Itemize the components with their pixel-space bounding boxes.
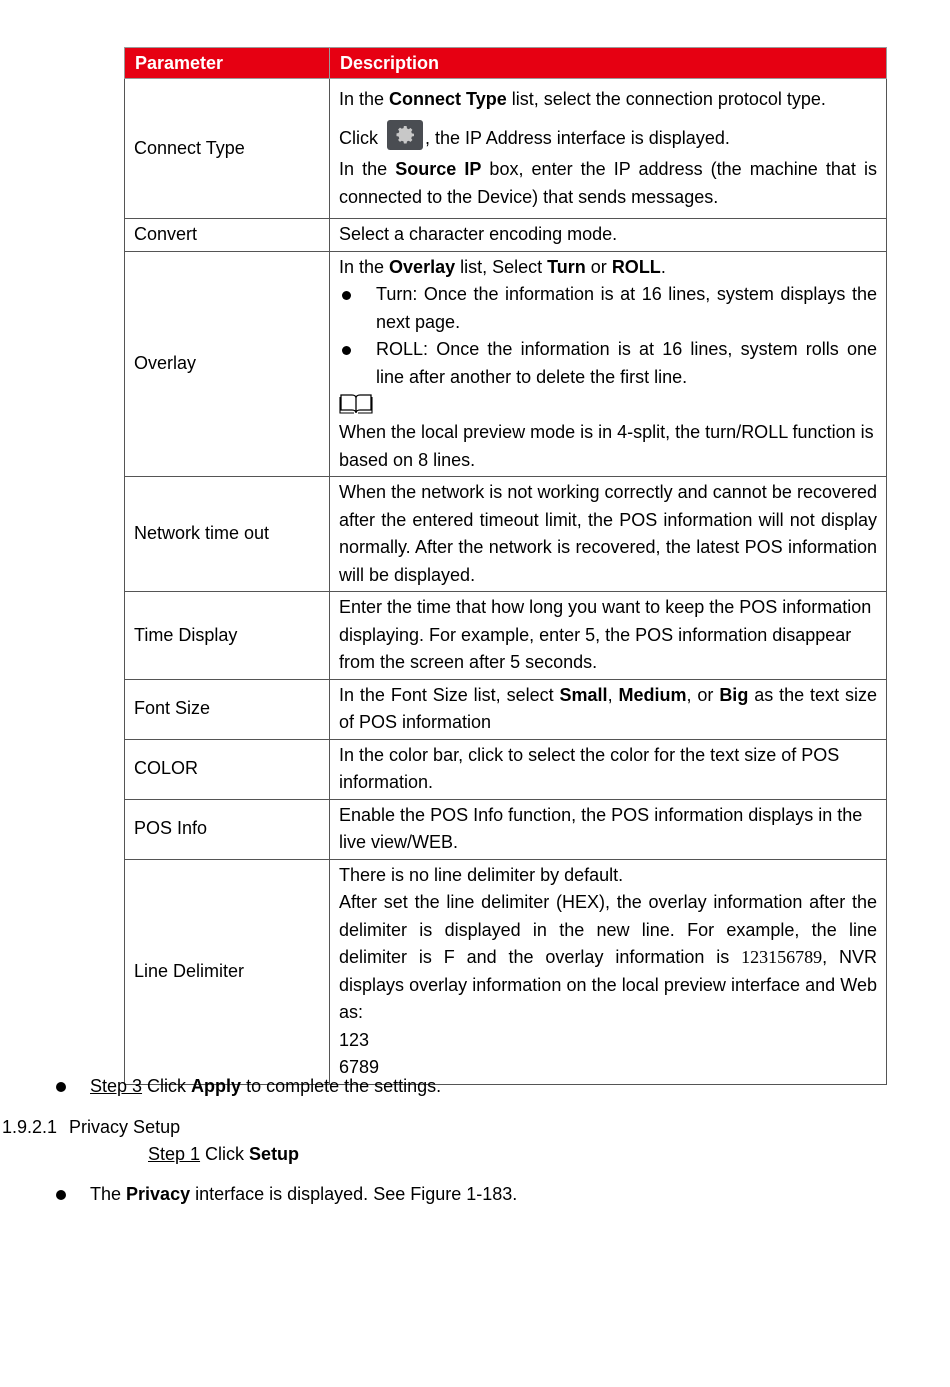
param-time-display: Time Display bbox=[125, 592, 330, 680]
desc-pos-info: Enable the POS Info function, the POS information displays in the live view/WEB. bbox=[330, 799, 887, 859]
param-pos-info: POS Info bbox=[125, 799, 330, 859]
text: Click bbox=[339, 127, 383, 148]
text: In the bbox=[339, 89, 390, 109]
section-number: 1.9.2.1 bbox=[2, 1117, 58, 1137]
table-row-line-delimiter bbox=[125, 859, 887, 1084]
text: box, enter the IP address (the machine that is connected to the Device) that sends messages. bbox=[339, 159, 878, 207]
text: In the bbox=[339, 159, 396, 179]
text-bold: Apply bbox=[191, 1076, 242, 1096]
text: list, Select bbox=[455, 256, 548, 277]
text: , or bbox=[686, 684, 720, 705]
param-color: COLOR bbox=[125, 739, 330, 799]
text-bold: Connect Type bbox=[389, 89, 507, 109]
bullet-turn: Turn: Once the information is at 16 lines, system displays the next page. bbox=[339, 281, 877, 336]
param-overlay: Overlay bbox=[125, 251, 330, 477]
text: There is no line delimiter by default. bbox=[339, 864, 624, 885]
text: In the Font Size list, select bbox=[339, 684, 560, 705]
section-title: Privacy Setup bbox=[69, 1117, 181, 1137]
text-bold: Small bbox=[559, 684, 608, 705]
text: , the IP Address interface is displayed. bbox=[425, 127, 730, 148]
text-bold: Turn bbox=[547, 256, 586, 277]
gear-icon bbox=[387, 120, 423, 150]
step3-line bbox=[90, 1076, 441, 1097]
table-row-network-timeout bbox=[125, 477, 887, 592]
step-label: Step 3 bbox=[90, 1076, 143, 1096]
privacy-line bbox=[90, 1184, 517, 1205]
text: 123 bbox=[339, 1029, 370, 1050]
text: or bbox=[585, 256, 612, 277]
text-bold: Medium bbox=[618, 684, 687, 705]
text: as the text size of POS information bbox=[339, 684, 877, 732]
text: , NVR displays overlay information on the local preview interface and Web as: bbox=[339, 947, 877, 1022]
desc-network-timeout: When the network is not working correctly and cannot be recovered after the entered timeout limit, the POS information will not display normally. After the network is recovered, the latest POS information will be displayed. bbox=[330, 477, 887, 592]
text-number: 123156789 bbox=[741, 947, 823, 967]
text-bold: Setup bbox=[249, 1144, 300, 1164]
text: . bbox=[660, 256, 666, 277]
book-icon bbox=[339, 391, 877, 419]
desc-overlay bbox=[330, 251, 887, 477]
table-row-connect-type bbox=[125, 79, 887, 219]
step-label: Step 1 bbox=[148, 1144, 201, 1164]
overlay-note: When the local preview mode is in 4-split, the turn/ROLL function is based on 8 lines. bbox=[339, 422, 874, 470]
text: The bbox=[90, 1184, 127, 1204]
param-line-delimiter: Line Delimiter bbox=[125, 859, 330, 1084]
text-bold: Privacy bbox=[126, 1184, 191, 1204]
header-description: Description bbox=[330, 48, 887, 79]
text-bold: Big bbox=[719, 684, 749, 705]
text-bold: Overlay bbox=[389, 256, 456, 277]
parameter-table bbox=[124, 47, 887, 1085]
table-row-convert bbox=[125, 219, 887, 252]
table-row-color bbox=[125, 739, 887, 799]
param-font-size: Font Size bbox=[125, 679, 330, 739]
table-header-row bbox=[125, 48, 887, 79]
step1-line bbox=[148, 1144, 299, 1165]
param-convert: Convert bbox=[125, 219, 330, 252]
bullet-dot bbox=[56, 1190, 66, 1200]
param-network-timeout: Network time out bbox=[125, 477, 330, 592]
text: list, select the connection protocol type. bbox=[506, 89, 826, 109]
param-connect-type: Connect Type bbox=[125, 79, 330, 219]
text: Click bbox=[142, 1076, 192, 1096]
bullet-dot bbox=[56, 1082, 66, 1092]
table-row-overlay bbox=[125, 251, 887, 477]
desc-color: In the color bar, click to select the color for the text size of POS information. bbox=[330, 739, 887, 799]
table-row-time-display bbox=[125, 592, 887, 680]
text: interface is displayed. See Figure 1-183. bbox=[190, 1184, 518, 1204]
text: In the bbox=[339, 256, 390, 277]
table-row-pos-info bbox=[125, 799, 887, 859]
text: After set the line delimiter (HEX), the overlay information after the delimiter is displayed in the new line. For example, the line delimiter is F and the overlay information is bbox=[339, 892, 877, 967]
text: , bbox=[607, 684, 619, 705]
section-heading bbox=[2, 1117, 180, 1138]
table-row-font-size bbox=[125, 679, 887, 739]
text-bold: Source IP bbox=[395, 159, 482, 179]
text: Click bbox=[200, 1144, 250, 1164]
bullet-roll: ROLL: Once the information is at 16 lines, system rolls one line after another to delete the first line. bbox=[339, 336, 877, 391]
text: 6789 bbox=[339, 1057, 380, 1077]
desc-connect-type bbox=[330, 79, 887, 219]
desc-font-size bbox=[330, 679, 887, 739]
text-bold: ROLL bbox=[611, 256, 661, 277]
text: to complete the settings. bbox=[241, 1076, 442, 1096]
desc-convert: Select a character encoding mode. bbox=[330, 219, 887, 252]
desc-line-delimiter bbox=[330, 859, 887, 1084]
desc-time-display: Enter the time that how long you want to keep the POS information displaying. For example, enter 5, the POS information disappear from the screen after 5 seconds. bbox=[330, 592, 887, 680]
header-parameter: Parameter bbox=[125, 48, 330, 79]
